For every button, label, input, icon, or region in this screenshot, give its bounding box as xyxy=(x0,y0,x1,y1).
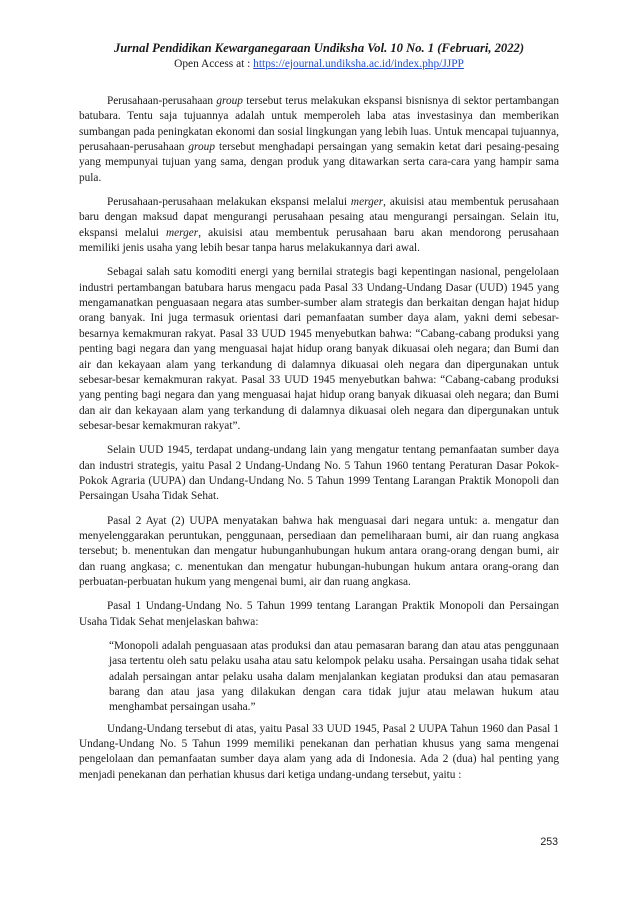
paragraph-6: Pasal 1 Undang-Undang No. 5 Tahun 1999 tentang Larangan Praktik Monopoli dan Persaingan Usaha Tidak Sehat menjelaskan bahwa: xyxy=(79,600,559,628)
page-number: 253 xyxy=(540,836,558,848)
journal-title: Jurnal Pendidikan Kewarganegaraan Undiksha Vol. 10 No. 1 (Februari, 2022) xyxy=(113,41,525,55)
paragraph-5: Pasal 2 Ayat (2) UUPA menyatakan bahwa hak menguasai dari negara untuk: a. mengatur dan menyelenggarakan peruntukan, penggunaan, persediaan dan pemeliharaan bumi, air dan ruang angkasa tersebut; b. menentukan dan mengatur hubunganhubungan hukum antara orang-orang dengan bumi, air dan ruang angkasa; c. menentukan dan mengatur hubungan-hubungan hukum antara orang-orang dan perbuatan-perbuatan hukum yang mengenai bumi, air dan ruang angkasa. xyxy=(79,514,559,588)
italic-term: group xyxy=(188,141,215,154)
paragraph-7: Undang-Undang tersebut di atas, yaitu Pasal 33 UUD 1945, Pasal 2 UUPA Tahun 1960 dan Pasal 1 Undang-Undang No. 5 Tahun 1999 memiliki penekanan dan perhatian khusus yang sama mengenai pengelolaan dan pemanfaatan sumber daya alam yang ada di Indonesia. Ada 2 (dua) hal penting yang menjadi penekanan dan perhatian khusus dari ketiga undang-undang tersebut, yaitu : xyxy=(79,722,559,781)
paragraph-1: Perusahaan-perusahaan group tersebut terus melakukan ekspansi bisnisnya di sektor pertambangan batubara. Tentu saja tujuannya adalah untuk memperoleh laba atas investasinya dan memberikan sumbangan pada peningkatan ekonomi dan sosial lingkungan yang lebih luas. Untuk mencapai tujuannya, perusahaan-perusahaan group tersebut menghadapi persaingan yang semakin ketat dari pesaing-pesaing yang mempunyai tujuan yang sama, dengan produk yang ditawarkan serta cara-cara yang hampir sama pula. xyxy=(79,95,560,184)
paragraph-2: Perusahaan-perusahaan melakukan ekspansi melalui merger, akuisisi atau membentuk perusahaan baru dengan maksud dapat mengurangi perusahaan pesaing atau mengurangi persaingan. Selain itu, ekspansi melalui merger, akuisisi atau membentuk perusahaan baru akan mendorong perusahaan memiliki jenis usaha yang lebih besar tanpa harus melakukannya dari awal. xyxy=(79,196,559,255)
italic-term: merger xyxy=(166,226,199,239)
article-body xyxy=(79,94,559,783)
open-access-label: Open Access at : xyxy=(174,58,254,70)
page-header xyxy=(79,40,559,72)
italic-term: group xyxy=(216,95,243,107)
paragraph-3: Sebagai salah satu komoditi energi yang bernilai strategis bagi kepentingan nasional, pengelolaan industri pertambangan batubara harus mengacu pada Pasal 33 Undang-Undang Dasar (UUD) 1945 yang mengamanatkan penguasaan negara atas sumber-sumber alam strategis dan berkaitan dengan hajat hidup orang banyak. Ini juga termasuk orientasi dari pemanfaatan sumber daya alam, yakni demi sebesar-besarnya kemakmuran rakyat. Pasal 33 UUD 1945 menyebutkan bahwa: “Cabang-cabang produksi yang penting bagi negara dan yang menguasai hajat hidup orang banyak dikuasai oleh negara; dan Bumi dan air dan kekayaan alam yang terkandung di dalamnya dikuasai oleh negara dan dipergunakan untuk sebesar-besar kemakmuran rakyat. Pasal 33 UUD 1945 menyebutkan bahwa: “Cabang-cabang produksi yang penting bagi negara dan yang menguasai hajat hidup orang banyak dikuasai oleh negara; dan Bumi dan air dan kekayaan alam yang terkandung di dalamnya dikuasai oleh negara dan dipergunakan untuk sebesar-besar kemakmuran rakyat”. xyxy=(79,266,559,432)
italic-term: merger xyxy=(350,196,384,209)
open-access-line xyxy=(79,57,559,72)
paragraph-4: Selain UUD 1945, terdapat undang-undang lain yang mengatur tentang pemanfaatan sumber daya dan industri strategis, yaitu Pasal 2 Undang-Undang No. 5 Tahun 1960 tentang Peraturan Dasar Pokok-Pokok Agraria (UUPA) dan Undang-Undang No. 5 Tahun 1999 Tentang Larangan Praktik Monopoli dan Persaingan Usaha Tidak Sehat. xyxy=(79,444,559,503)
block-quote: “Monopoli adalah penguasaan atas produksi dan atau pemasaran barang dan atau atas penggunaan jasa tertentu oleh satu pelaku usaha atau satu kelompok pelaku usaha. Persaingan usaha tidak sehat adalah persaingan antar pelaku usaha dalam menjalankan kegiatan produksi dan atau pemasaran barang dan atau jasa yang dilakukan dengan cara tidak jujur atau melawan hukum atau menghambat persaingan usaha.” xyxy=(109,640,559,714)
open-access-link[interactable]: https://ejournal.undiksha.ac.id/index.php/JJPP xyxy=(253,58,464,70)
